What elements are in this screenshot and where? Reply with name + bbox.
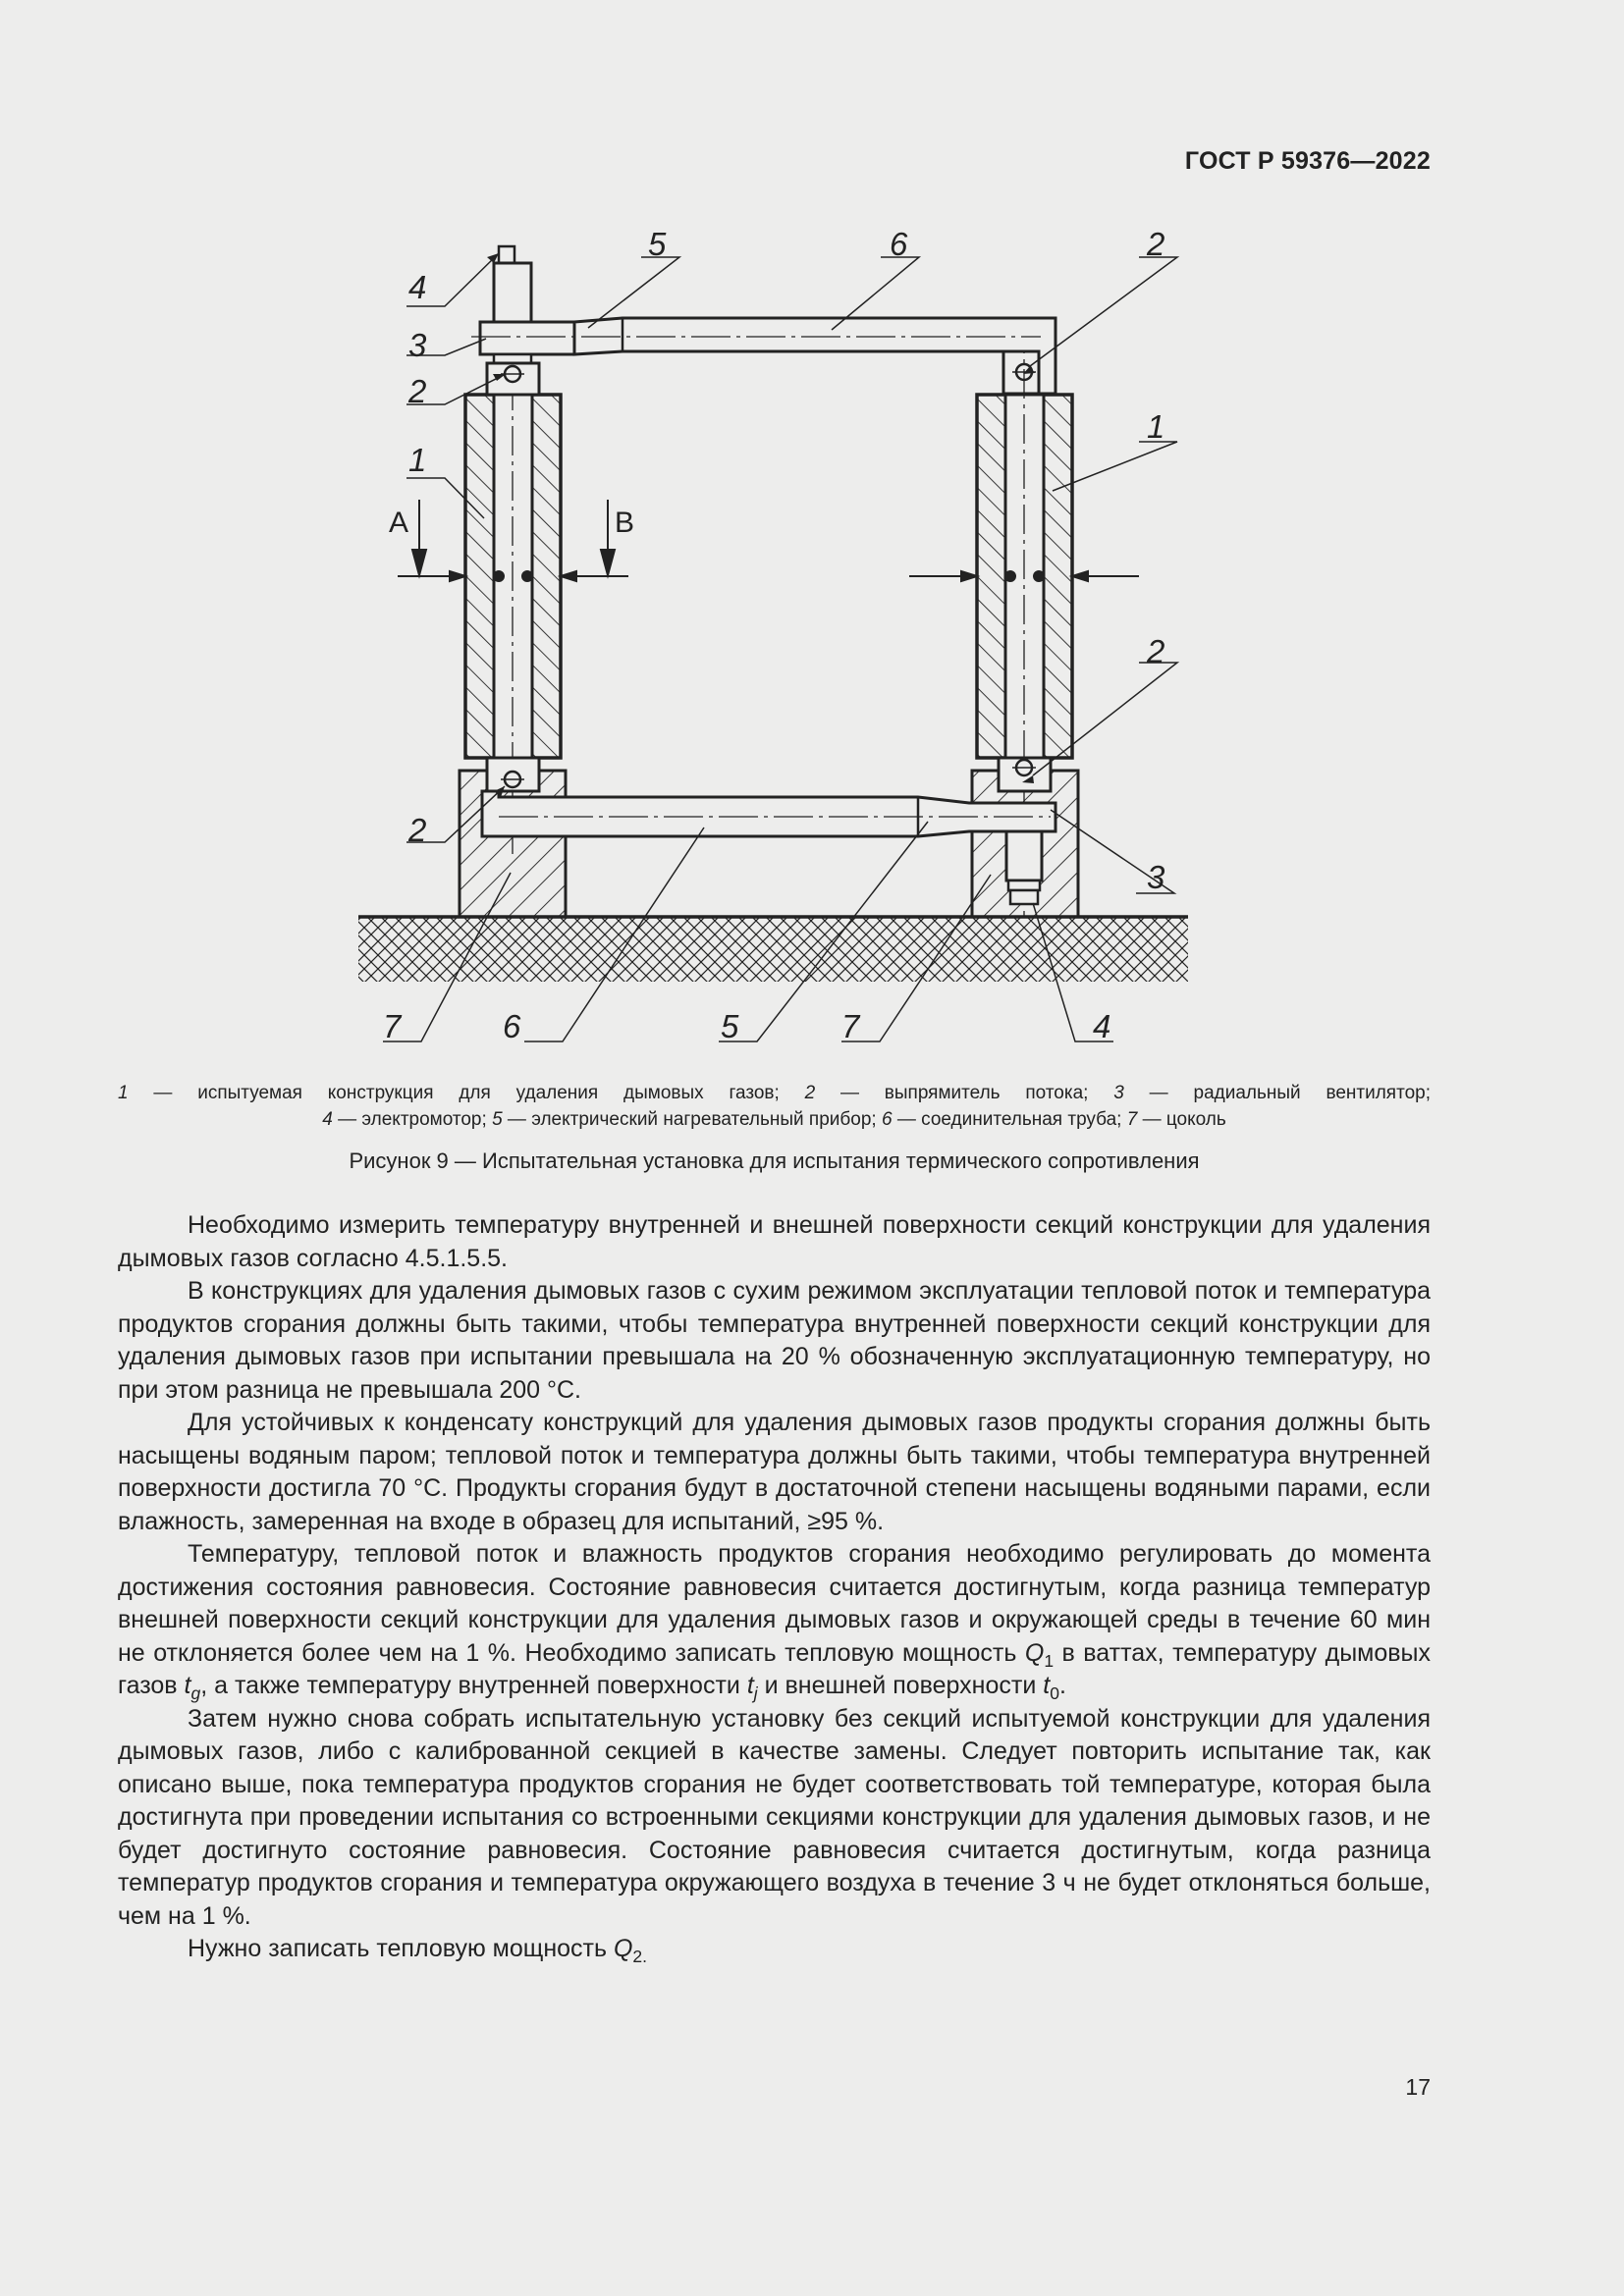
body-text <box>118 1209 1431 1966</box>
label-1-left: 1 <box>408 442 427 478</box>
label-6-bottom: 6 <box>503 1008 521 1044</box>
paragraph-4-part: Температуру, тепловой поток и влажность продуктов сгорания необходимо регулировать до момента достижения состояния равновесия. Состояние равновесия считается достигнутым, когда разница температур внешней поверхности секций конструкции для удаления дымовых газов и окружающей среды в течение 60 мин не отклоняется более чем на 1 %. Необходимо записать тепловую мощность <box>118 1540 1431 1667</box>
fan-motor-top <box>480 246 574 395</box>
paragraph-1: Необходимо измерить температуру внутренней и внешней поверхности секций конструкции для удаления дымовых газов согласно 4.5.1.5.5. <box>118 1211 1431 1272</box>
label-4-top: 4 <box>408 269 427 305</box>
legend-num: 7 <box>1126 1109 1138 1130</box>
legend-num: 6 <box>881 1109 893 1130</box>
label-2-top-right: 2 <box>1147 226 1165 262</box>
label-3-bottom-right: 3 <box>1147 859 1165 895</box>
legend-num: 2 <box>804 1083 816 1103</box>
legend-num: 1 <box>118 1083 129 1103</box>
paragraph-4-part: и внешней поверхности <box>757 1672 1044 1699</box>
label-6-top: 6 <box>890 226 908 262</box>
legend-line-2 <box>118 1106 1431 1133</box>
symbol-t: t <box>1043 1672 1051 1699</box>
legend-num: 5 <box>492 1109 503 1130</box>
label-2-mid-right: 2 <box>1147 633 1165 669</box>
paragraph-4-part: . <box>1058 1672 1066 1699</box>
legend-text: — испытуемая конструкция для удаления дымовых газов; <box>128 1083 805 1103</box>
figure-legend <box>118 1080 1431 1133</box>
paragraph-6 <box>118 1933 1431 1966</box>
section-label-b: В <box>615 507 635 539</box>
legend-text: — электромотор; <box>332 1109 493 1130</box>
label-7-right: 7 <box>841 1008 860 1044</box>
symbol-sub: j <box>753 1683 758 1704</box>
paragraph-3: Для устойчивых к конденсату конструкций для удаления дымовых газов продукты сгорания должны быть насыщены водяным паром; тепловой поток и температура должны быть такими, чтобы температура внутренней поверхности достигла 70 °C. Продукты сгорания будут в достаточной степени насыщены водяными парами, если влажность, замеренная на входе в образец для испытаний, ≥95 %. <box>118 1409 1431 1535</box>
symbol-t: t <box>184 1672 191 1699</box>
label-5-bottom: 5 <box>721 1008 739 1044</box>
legend-text: — выпрямитель потока; <box>815 1083 1114 1103</box>
legend-text: — соединительная труба; <box>892 1109 1127 1130</box>
standard-header: ГОСТ Р 59376—2022 <box>1184 147 1431 175</box>
legend-num: 4 <box>322 1109 333 1130</box>
label-1-right: 1 <box>1147 408 1165 445</box>
flow-straightener-bottom-left <box>487 758 539 791</box>
paragraph-4 <box>118 1538 1431 1703</box>
page-number: 17 <box>1405 2074 1431 2100</box>
label-4-bottom: 4 <box>1093 1008 1111 1044</box>
legend-text: — цоколь <box>1137 1109 1226 1130</box>
label-7-left: 7 <box>383 1008 402 1044</box>
test-rig-drawing <box>353 214 1218 1058</box>
paragraph-4-part: , а также температуру внутренней поверхности <box>200 1672 747 1699</box>
legend-num: 3 <box>1113 1083 1124 1103</box>
symbol-t: t <box>746 1672 754 1699</box>
symbol-sub: 0 <box>1050 1683 1059 1704</box>
paragraph-5: Затем нужно снова собрать испытательную установку без секций испытуемой конструкции для удаления дымовых газов, либо с калиброванной секцией в качестве замены. Следует повторить испытание так, как описано выше, пока температура продуктов сгорания не будет соответствовать той температуре, которая была достигнута при проведении испытания со встроенными секциями конструкции для удаления дымовых газов, и не будет достигнуто состояние равновесия. Состояние равновесия считается достигнутым, когда разница температур продуктов сгорания и температура окружающего воздуха в течение 3 ч не будет отклоняться больше, чем на 1 %. <box>118 1704 1431 1930</box>
legend-line-1 <box>118 1080 1431 1106</box>
label-2-bottom-left: 2 <box>408 812 427 848</box>
paragraph-2: В конструкциях для удаления дымовых газов с сухим режимом эксплуатации тепловой поток и температура продуктов сгорания должны быть такими, чтобы температура внутренней поверхности секций конструкции для удаления дымовых газов при испытании превышала на 20 % обозначенную эксплуатационную температуру, но при этом разница не превышала 200 °C. <box>118 1277 1431 1404</box>
label-3-top: 3 <box>408 327 427 363</box>
figure-caption: Рисунок 9 — Испытательная установка для испытания термического сопротивления <box>349 1148 1200 1173</box>
symbol-sub: 1 <box>1044 1650 1055 1671</box>
legend-text: — электрический нагревательный прибор; <box>502 1109 882 1130</box>
symbol-sub: 2. <box>632 1947 648 1967</box>
legend-text: — радиальный вентилятор; <box>1123 1083 1431 1103</box>
paragraph-4-part: в ваттах, температуру дымовых газов <box>118 1638 1432 1699</box>
label-5-top: 5 <box>648 226 667 262</box>
test-rig-figure <box>353 214 1218 1058</box>
label-2-top-left: 2 <box>408 373 427 409</box>
symbol-sub: g <box>190 1683 201 1704</box>
symbol-q: Q <box>613 1935 633 1962</box>
section-label-a: А <box>389 507 409 539</box>
connecting-pipe-bottom <box>482 791 1056 836</box>
paragraph-6-part: Нужно записать тепловую мощность <box>188 1935 614 1962</box>
symbol-q: Q <box>1024 1638 1045 1667</box>
